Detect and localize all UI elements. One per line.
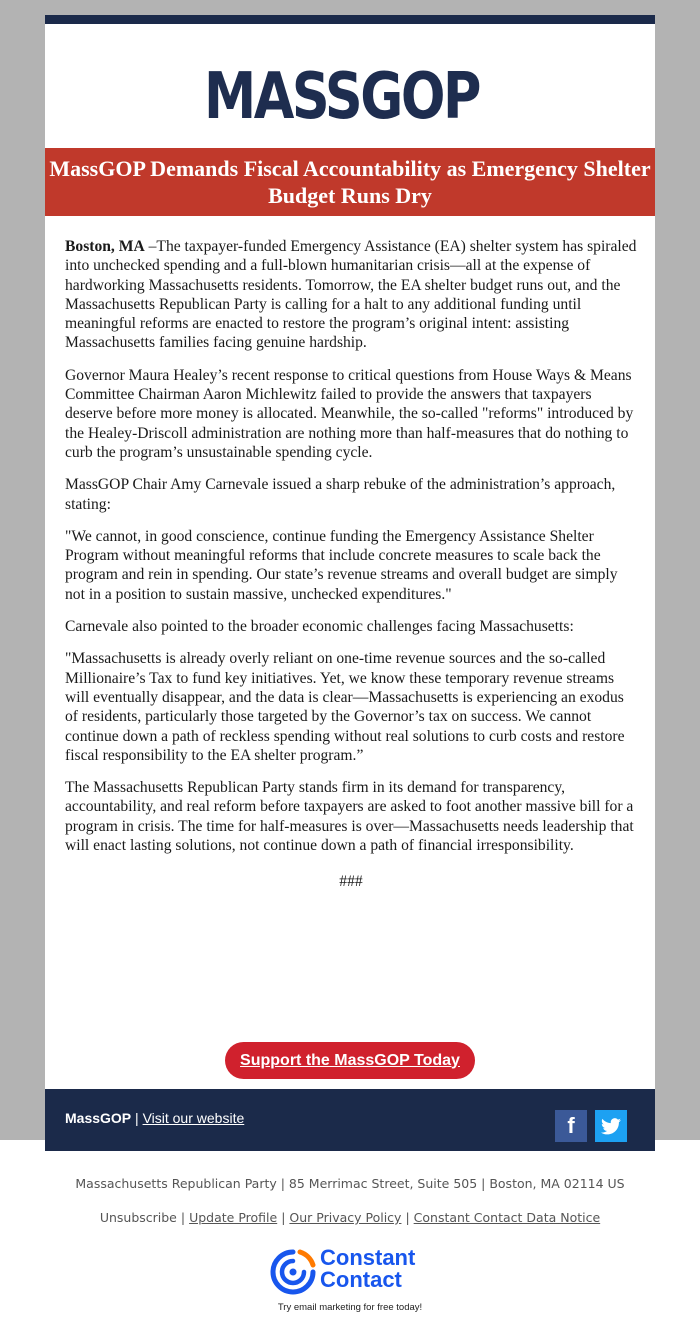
- footer-brand: MassGOP: [65, 1110, 132, 1126]
- paragraph-2: Governor Maura Healey’s recent response to critical questions from House Ways & Means Committee Chairman Aaron Michlewitz failed to provide the answers that taxpayers deserve before more money is allocated. Meanwhile, the so-called "reforms" introduced by the Healey-Driscoll administration are nothing more than half-measures that do nothing to curb the program’s unsustainable spending cycle.: [65, 366, 634, 461]
- paragraph-5: Carnevale also pointed to the broader economic challenges facing Massachusetts:: [65, 618, 574, 636]
- constant-contact-logo[interactable]: [270, 1247, 440, 1297]
- paragraph-3: MassGOP Chair Amy Carnevale issued a sharp rebuke of the administration’s approach, stating:: [65, 476, 616, 513]
- unsubscribe-link[interactable]: Unsubscribe: [99, 1210, 177, 1225]
- footer-bar: [45, 1089, 655, 1151]
- end-mark: ###: [339, 873, 363, 891]
- data-notice-link[interactable]: Constant Contact Data Notice: [413, 1210, 601, 1225]
- dateline: Boston, MA: [65, 238, 145, 255]
- constant-contact-wordmark: [320, 1247, 415, 1291]
- legal-links: [0, 1210, 700, 1225]
- sender-address: Massachusetts Republican Party | 85 Merrimac Street, Suite 505 | Boston, MA 02114 US: [75, 1176, 625, 1191]
- quote-2: "Massachusetts is already overly reliant on one-time revenue sources and the so-called Millionaire’s Tax to fund key initiatives. Yet, we know these temporary revenue streams will eventually disappear, and the data is clear—Massachusetts is experiencing an exodus of residents, particularly those targeted by the Governor’s tax on success. We cannot continue down a path of reckless spending without real solutions to curb costs and restore fiscal responsibility to the EA shelter program.”: [65, 650, 625, 764]
- headline-banner: [45, 148, 655, 216]
- cc-line-1: Constant: [320, 1245, 416, 1270]
- quote-1: "We cannot, in good conscience, continue funding the Emergency Assistance Shelter Program without meaningful reforms that include concrete measures to scale back the program and rein in spending. Our state’s revenue streams and overall budget are simply not in a position to sustain massive, unchecked expenditures.": [65, 527, 618, 603]
- twitter-bird-icon: [601, 1118, 621, 1135]
- legal-sep-1: |: [180, 1210, 186, 1225]
- massgop-logo[interactable]: [200, 53, 500, 141]
- paragraph-1-text: –The taxpayer-funded Emergency Assistance (EA) shelter system has spiraled into unchecked spending and a full-blown humanitarian crisis—all at the expense of hardworking Massachusetts residents. Tomorrow, the EA shelter budget runs out, and the Massachusetts Republican Party is calling for a halt to any additional funding until meaningful reforms are enacted to restore the program’s original intent: assisting Massachusetts families facing genuine hardship.: [65, 238, 637, 352]
- email-card: [45, 15, 655, 1140]
- support-button[interactable]: Support the MassGOP Today: [225, 1042, 475, 1079]
- footer-separator: |: [135, 1110, 139, 1126]
- paragraph-1: [65, 237, 637, 353]
- cc-tagline[interactable]: Try email marketing for free today!: [277, 1302, 423, 1313]
- visit-website-link[interactable]: Visit our website: [142, 1110, 245, 1126]
- twitter-icon[interactable]: [595, 1110, 627, 1142]
- article-body: [65, 237, 637, 892]
- update-profile-link[interactable]: Update Profile: [189, 1210, 278, 1225]
- headline-text: MassGOP Demands Fiscal Accountability as Emergency Shelter Budget Runs Dry: [49, 156, 651, 208]
- facebook-icon[interactable]: f: [555, 1110, 587, 1142]
- legal-sep-3: |: [405, 1210, 410, 1225]
- privacy-policy-link[interactable]: Our Privacy Policy: [289, 1210, 402, 1225]
- legal-sep-2: |: [281, 1210, 286, 1225]
- cc-line-2: Contact: [320, 1267, 402, 1292]
- top-accent-bar: [45, 15, 655, 24]
- logo-wordmark: MASSGOP: [204, 60, 480, 134]
- paragraph-7: The Massachusetts Republican Party stands firm in its demand for transparency, accountability, and real reform before taxpayers are asked to foot another massive bill for a program in crisis. The time for half-measures is over—Massachusetts needs leadership that will enact lasting solutions, not continue down a path of financial irresponsibility.: [65, 779, 634, 855]
- constant-contact-icon: [270, 1249, 316, 1295]
- footer-links: [65, 1110, 244, 1126]
